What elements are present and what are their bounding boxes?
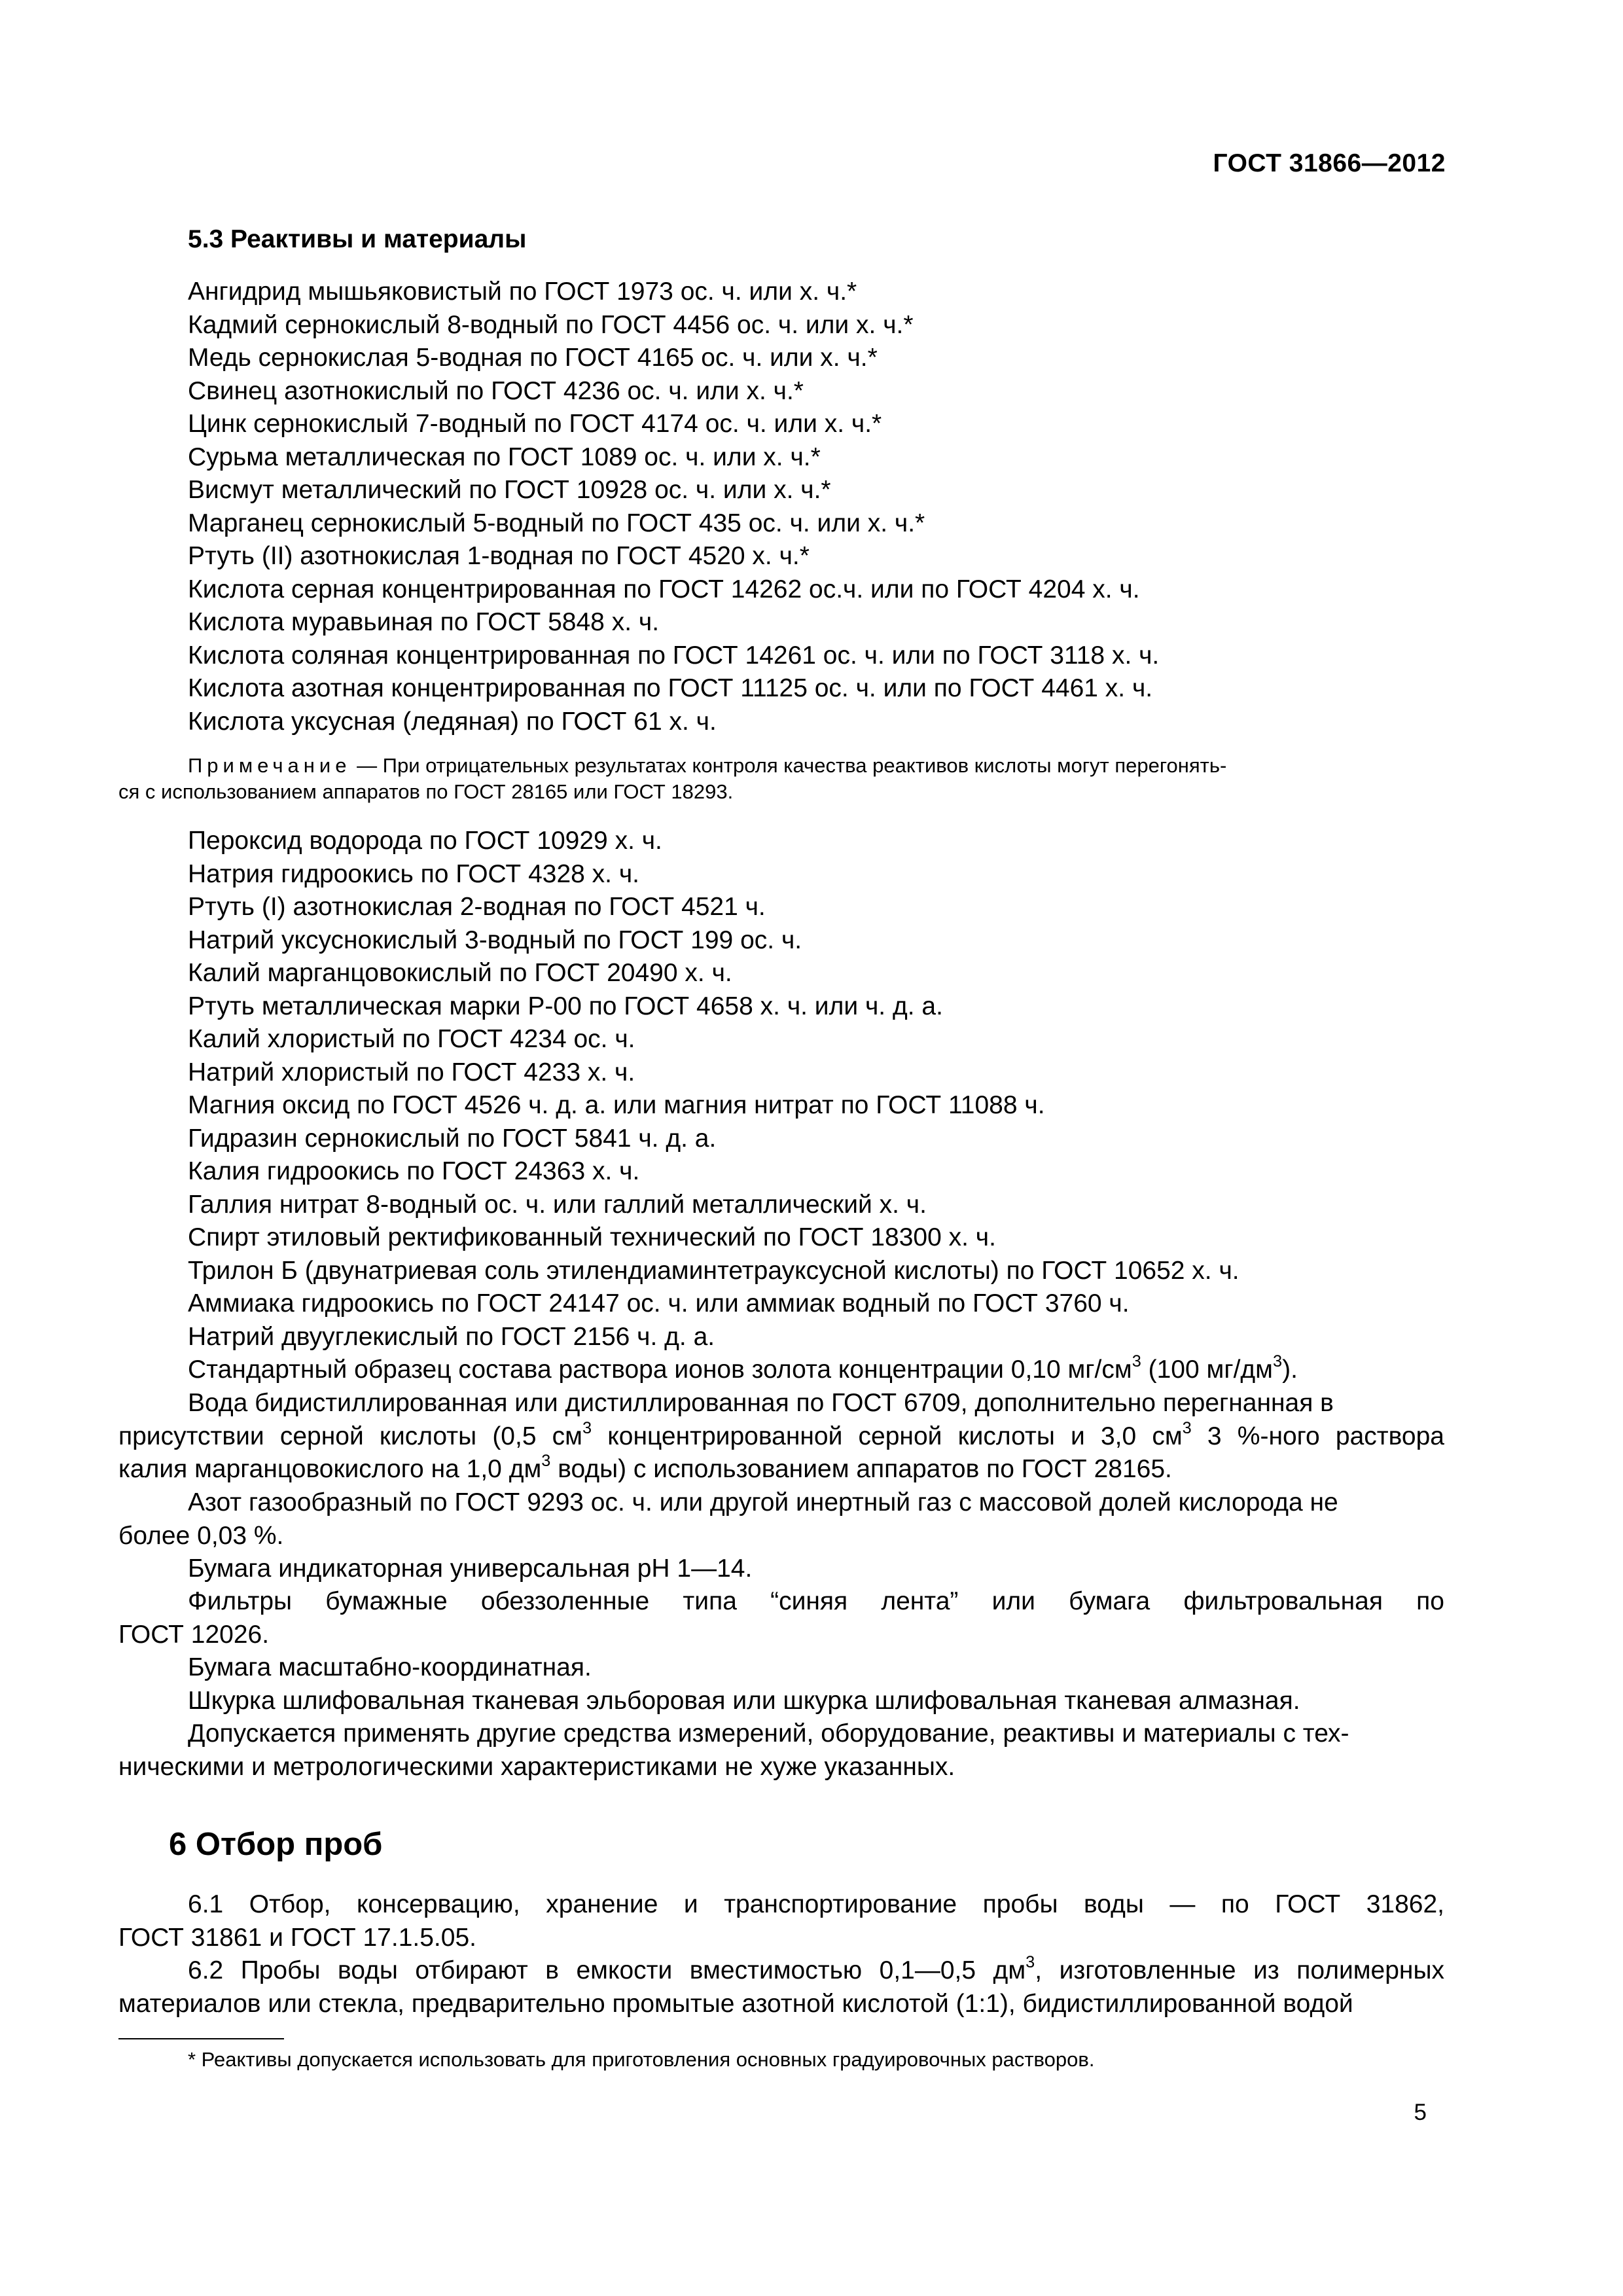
list-item: Кислота азотная концентрированная по ГОСТ 11125 ос. ч. или по ГОСТ 4461 х. ч.	[188, 674, 1153, 702]
list-item: Марганец сернокислый 5-водный по ГОСТ 435 ос. ч. или х. ч.*	[188, 509, 925, 537]
list-item: Калия гидроокись по ГОСТ 24363 х. ч.	[188, 1157, 640, 1185]
list-item: Кислота серная концентрированная по ГОСТ 14262 ос.ч. или по ГОСТ 4204 х. ч.	[188, 575, 1140, 603]
list-item: Натрий хлористый по ГОСТ 4233 х. ч.	[188, 1058, 635, 1086]
nitrogen-paragraph: Азот газообразный по ГОСТ 9293 ос. ч. или другой инертный газ с массовой долей кислорода не более 0,03 %.	[118, 1488, 1338, 1550]
reagent-list-b	[188, 825, 1298, 1387]
list-item: Калий марганцовокислый по ГОСТ 20490 х. ч.	[188, 959, 732, 987]
water-paragraph: Вода бидистиллированная или дистиллированная по ГОСТ 6709, дополнительно перегнанная в присутствии серной кислоты (0,5 $см^3$ концентрированной серной кислоты и 3,0 $см^3$ 3 %-ного раствора калия марганцовокислого на 1,0 $дм^3$ воды) с использованием аппаратов по ГОСТ 28165.	[118, 1389, 1444, 1483]
list-item: Сурьма металлическая по ГОСТ 1089 ос. ч. или х. ч.*	[188, 442, 821, 471]
standard-header: ГОСТ 31866—2012	[1213, 149, 1446, 177]
standard-sample-line: Стандартный образец состава раствора ионов золота концентрации 0,10 $мг/см^3$ (100 $мг/дм^3$).	[188, 1352, 1298, 1384]
paragraph-6-1: 6.1 Отбор, консервацию, хранение и транспортирование пробы воды — по ГОСТ 31862, ГОСТ 31861 и ГОСТ 17.1.5.05.	[118, 1890, 1444, 1952]
list-item: Натрий двууглекислый по ГОСТ 2156 ч. д. а.	[188, 1322, 715, 1351]
list-item: Натрий уксуснокислый 3-водный по ГОСТ 199 ос. ч.	[188, 925, 802, 954]
list-item: Гидразин сернокислый по ГОСТ 5841 ч. д. а.	[188, 1124, 717, 1153]
list-item: Кадмий сернокислый 8-водный по ГОСТ 4456 ос. ч. или х. ч.*	[188, 310, 914, 339]
note-label: Примечание	[188, 754, 351, 777]
list-item: Спирт этиловый ректификованный технический по ГОСТ 18300 х. ч.	[188, 1223, 996, 1251]
list-item: Трилон Б (двунатриевая соль этилендиаминтетрауксусной кислоты) по ГОСТ 10652 х. ч.	[188, 1256, 1240, 1285]
list-item: Висмут металлический по ГОСТ 10928 ос. ч. или х. ч.*	[188, 476, 831, 504]
grid-paper-paragraph: Бумага масштабно-координатная.	[188, 1653, 592, 1681]
list-item: Ртуть (II) азотнокислая 1-водная по ГОСТ 4520 х. ч.*	[188, 542, 810, 570]
allowed-paragraph: Допускается применять другие средства измерений, оборудование, реактивы и материалы с тех- ническими и метрологическими характеристиками не хуже указанных.	[118, 1719, 1349, 1781]
page-number: 5	[1414, 2100, 1427, 2125]
list-item: Свинец азотнокислый по ГОСТ 4236 ос. ч. или х. ч.*	[188, 376, 804, 405]
note-text-line1: — При отрицательных результатах контроля качества реактивов кислоты могут перегонять-	[357, 754, 1227, 777]
list-item: Магния оксид по ГОСТ 4526 ч. д. а. или магния нитрат по ГОСТ 11088 ч.	[188, 1091, 1045, 1119]
section-6-title: 6 Отбор проб	[169, 1827, 383, 1862]
reagent-list-a	[188, 276, 1159, 738]
footnote: * Реактивы допускается использовать для приготовления основных градуировочных растворов.	[188, 2048, 1095, 2071]
indicator-paper-paragraph: Бумага индикаторная универсальная рН 1—14.	[188, 1554, 753, 1583]
list-item: Пероксид водорода по ГОСТ 10929 х. ч.	[188, 827, 662, 855]
paragraph-6-2: 6.2 Пробы воды отбирают в емкости вместимостью 0,1—0,5 $дм^3$, изготовленные из полимерных материалов или стекла, предварительно промытые азотной кислотой (1:1), бидистиллированной водой	[118, 1953, 1444, 2018]
note-block	[118, 753, 1444, 805]
list-item: Ртуть металлическая марки Р-00 по ГОСТ 4658 х. ч. или ч. д. а.	[188, 992, 943, 1020]
list-item: Медь сернокислая 5-водная по ГОСТ 4165 ос. ч. или х. ч.*	[188, 344, 878, 372]
list-item: Цинк сернокислый 7-водный по ГОСТ 4174 ос. ч. или х. ч.*	[188, 410, 882, 438]
filters-paragraph: Фильтры бумажные обеззоленные типа “синяя лента” или бумага фильтровальная по ГОСТ 12026.	[118, 1587, 1444, 1649]
list-item: Кислота уксусная (ледяная) по ГОСТ 61 х. ч.	[188, 707, 717, 736]
list-item: Ртуть (I) азотнокислая 2-водная по ГОСТ 4521 ч.	[188, 893, 766, 921]
list-item: Кислота соляная концентрированная по ГОСТ 14261 ос. ч. или по ГОСТ 3118 х. ч.	[188, 641, 1160, 670]
list-item: Калий хлористый по ГОСТ 4234 ос. ч.	[188, 1025, 635, 1053]
list-item: Ангидрид мышьяковистый по ГОСТ 1973 ос. ч. или х. ч.*	[188, 278, 857, 306]
section-5-3-title: 5.3 Реактивы и материалы	[188, 225, 527, 253]
sandpaper-paragraph: Шкурка шлифовальная тканевая эльборовая или шкурка шлифовальная тканевая алмазная.	[188, 1687, 1300, 1715]
list-item: Аммиака гидроокись по ГОСТ 24147 ос. ч. или аммиак водный по ГОСТ 3760 ч.	[188, 1289, 1130, 1318]
list-item: Натрия гидроокись по ГОСТ 4328 х. ч.	[188, 859, 639, 888]
footnote-divider	[118, 2038, 284, 2039]
note-text-line2: ся с использованием аппаратов по ГОСТ 28165 или ГОСТ 18293.	[118, 780, 734, 803]
list-item: Галлия нитрат 8-водный ос. ч. или галлий металлический х. ч.	[188, 1190, 927, 1219]
list-item: Кислота муравьиная по ГОСТ 5848 х. ч.	[188, 608, 660, 636]
